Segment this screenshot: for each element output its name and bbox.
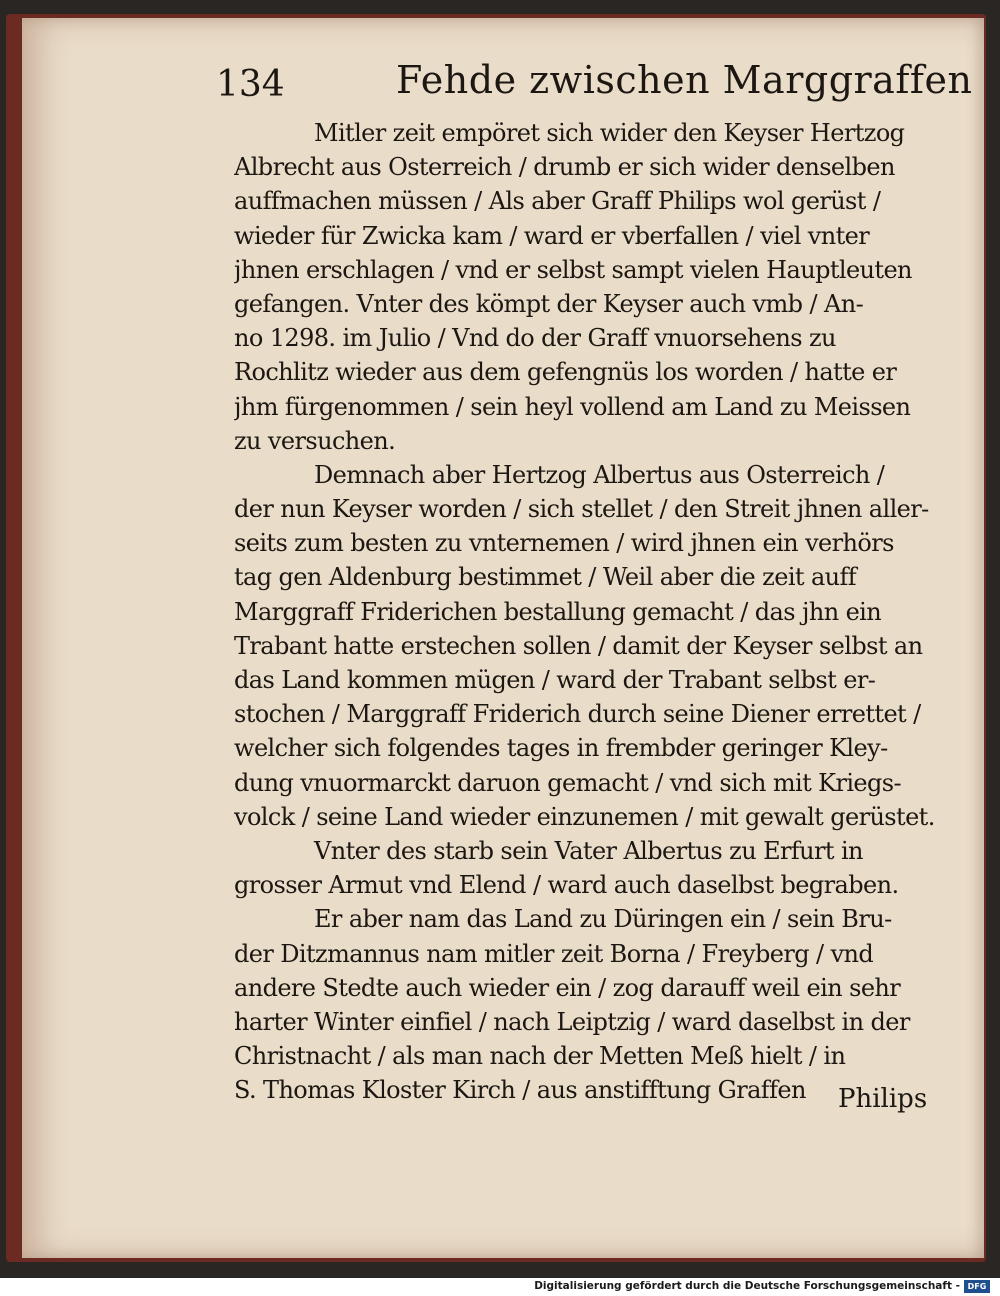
text-line: gefangen. Vnter des kömpt der Keyser auch vmb / An- — [234, 289, 864, 318]
text-line: auffmachen müssen / Als aber Graff Philips wol gerüst / — [234, 187, 881, 216]
text-line: der Ditzmannus nam mitler zeit Borna / Freyberg / vnd — [234, 939, 874, 968]
text-line: harter Winter einfiel / nach Leiptzig / ward daselbst in der — [234, 1007, 910, 1036]
text-line: zu versuchen. — [234, 426, 396, 455]
text-line: S. Thomas Kloster Kirch / aus anstifftung Graffen — [234, 1076, 806, 1105]
text-line: no 1298. im Julio / Vnd do der Graff vnuorsehens zu — [234, 324, 836, 353]
text-line: welcher sich folgendes tages in frembder geringer Kley- — [234, 734, 888, 763]
text-line: Albrecht aus Osterreich / drumb er sich wider denselben — [234, 153, 895, 182]
text-line: das Land kommen mügen / ward der Trabant selbst er- — [234, 666, 876, 694]
text-line: dung vnuormarckt daruon gemacht / vnd sich mit Kriegs- — [234, 768, 902, 797]
footer-bar — [0, 1278, 1000, 1296]
text-line: Trabant hatte erstechen sollen / damit der Keyser selbst an — [234, 631, 923, 660]
text-line: tag gen Aldenburg bestimmet / Weil aber die zeit auff — [234, 563, 857, 592]
text-line: jhnen erschlagen / vnd er selbst sampt vielen Hauptleuten — [234, 255, 912, 284]
text-line: Rochlitz wieder aus dem gefengnüs los worden / hatte er — [234, 358, 897, 387]
catchword: Philips — [838, 1084, 928, 1114]
text-line: Marggraff Friderichen bestallung gemacht / das jhn ein — [234, 597, 882, 626]
text-line: stochen / Marggraff Friderich durch seine Diener errettet / — [234, 700, 921, 729]
text-line: Mitler zeit empöret sich wider den Keyser Hertzog — [314, 119, 905, 147]
page-number: 134 — [216, 64, 285, 105]
text-line: seits zum besten zu vnternemen / wird jhnen ein verhörs — [234, 529, 894, 558]
text-line: wieder für Zwicka kam / ward er vberfallen / viel vnter — [234, 221, 870, 250]
text-line: volck / seine Land wieder einzunemen / mit gewalt gerüstet. — [234, 802, 935, 831]
text-line: andere Stedte auch wieder ein / zog darauff weil ein sehr — [234, 973, 901, 1002]
running-head: Fehde zwischen Marggraffen — [396, 58, 973, 102]
funding-credit: Digitalisierung gefördert durch die Deutsche Forschungsgemeinschaft - — [534, 1280, 960, 1292]
dfg-logo: DFG — [964, 1280, 990, 1293]
body-text — [234, 116, 944, 1107]
text-line: der nun Keyser worden / sich stellet / den Streit jhnen aller- — [234, 495, 929, 524]
text-line: Vnter des starb sein Vater Albertus zu Erfurt in — [314, 836, 863, 865]
text-line: Christnacht / als man nach der Metten Meß hielt / in — [234, 1042, 846, 1071]
text-line: jhm fürgenommen / sein heyl vollend am Land zu Meissen — [234, 392, 911, 421]
text-line: Demnach aber Hertzog Albertus aus Osterreich / — [314, 460, 885, 489]
text-line: grosser Armut vnd Elend / ward auch daselbst begraben. — [234, 871, 899, 900]
text-line: Er aber nam das Land zu Düringen ein / sein Bru- — [314, 905, 892, 934]
